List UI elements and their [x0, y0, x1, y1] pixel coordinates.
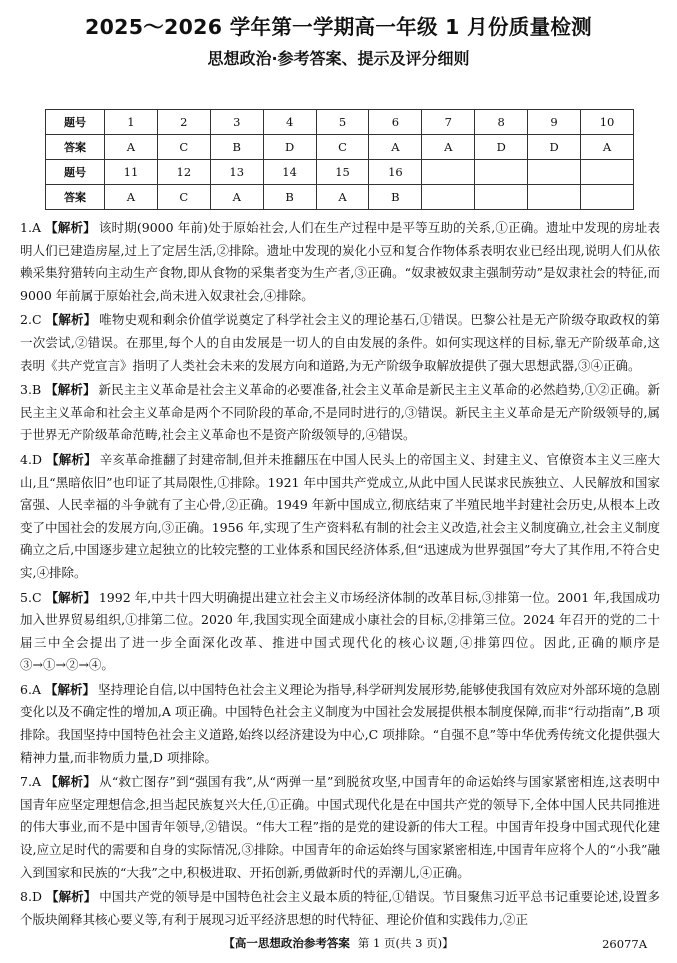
explanation-text: 辛亥革命推翻了封建帝制,但并未推翻压在中国人民头上的帝国主义、封建主义、官僚资本主义三座大山,且“黑暗依旧”也印证了其局限性,①排除。1921 年中国共产党成立,从此中国人民谋求民族独立、人民解放和国家富强、人民幸福的斗争就有了主心骨,②正确。1949 年新中国成立,彻底结束了半殖民地半封建社会历史,从根本上改变了中国社会的发展方向,③正确。1956 年,实现了生产资料私有制的社会主义改造,社会主义制度确立,社会主义制度确立之后,中国逐步建立起独立的比较完整的工业体系和国民经济体系,但“迅速成为世界强国”夸大了其作用,不符合史实,④排除。: [20, 451, 660, 580]
analysis-tag: 【解析】: [45, 312, 97, 328]
question-number: 8.: [20, 889, 32, 905]
table-cell: 7: [422, 110, 475, 135]
table-cell: D: [475, 135, 528, 160]
table-cell: [475, 160, 528, 185]
question-number: 3.: [20, 382, 32, 398]
explanation-item: [20, 379, 660, 447]
table-cell: 9: [528, 110, 581, 135]
answer-letter: D: [31, 451, 42, 467]
explanation-item: [20, 679, 660, 769]
question-number: 7.: [20, 774, 32, 790]
table-cell: 8: [475, 110, 528, 135]
table-cell: 10: [581, 110, 634, 135]
explanation-item: [20, 449, 660, 585]
table-cell: A: [105, 135, 158, 160]
table-cell: A: [369, 135, 422, 160]
table-cell: A: [210, 185, 263, 210]
footer-label: 【高一思想政治参考答案: [223, 936, 350, 950]
answer-letter: A: [31, 220, 41, 235]
table-cell: 15: [316, 160, 369, 185]
table-cell: 13: [210, 160, 263, 185]
explanation-item: [20, 217, 660, 307]
analysis-tag: 【解析】: [44, 774, 97, 790]
document-code: 26077A: [602, 937, 647, 951]
explanation-item: [20, 886, 660, 931]
question-number: 4.: [20, 451, 32, 467]
question-number: 6.: [20, 681, 32, 697]
document-title: 2025～2026 学年第一学期高一年级 1 月份质量检测: [85, 15, 592, 39]
table-cell: [422, 160, 475, 185]
answer-row: [46, 185, 634, 210]
explanation-text: 1992 年,中共十四大明确提出建立社会主义市场经济体制的改革目标,③排第一位。2001 年,我国成功加入世界贸易组织,①排第二位。2020 年,我国实现全面建成小康社会的目标,②排第三位。2024 年召开的党的二十届三中全会提出了进一步全面深化改革、推进中国式现代化的核心议题,④排第四位。因此,正确的顺序是③→①→②→④。: [20, 589, 660, 673]
answer-letter: A: [31, 774, 41, 790]
table-header-cell: 答案: [46, 135, 105, 160]
table-cell: 11: [105, 160, 158, 185]
answer-letter: C: [31, 589, 42, 605]
question-number: 1.: [20, 220, 32, 235]
table-cell: 12: [157, 160, 210, 185]
table-cell: [581, 160, 634, 185]
analysis-tag: 【解析】: [45, 382, 96, 398]
table-cell: C: [157, 185, 210, 210]
answer-letter: D: [31, 889, 42, 905]
analysis-tag: 【解析】: [45, 889, 97, 905]
table-cell: 3: [210, 110, 263, 135]
table-cell: 1: [105, 110, 158, 135]
question-number-row: [46, 160, 634, 185]
table-cell: B: [210, 135, 263, 160]
answer-row: [46, 135, 634, 160]
explanation-item: [20, 771, 660, 884]
page-footer: [0, 935, 677, 951]
answer-letter: A: [31, 681, 41, 697]
analysis-tag: 【解析】: [44, 681, 95, 697]
table-cell: [475, 185, 528, 210]
analysis-tag: 【解析】: [44, 220, 96, 235]
table-cell: B: [263, 185, 316, 210]
explanation-text: 该时期(9000 年前)处于原始社会,人们在生产过程中是平等互助的关系,①正确。遗址中发现的房址表明人们已建造房屋,过上了定居生活,②排除。遗址中发现的炭化小豆和复合作物体系表明农业已经出现,说明人们从依赖采集狩猎转向主动生产食物,即从食物的采集者变为生产者,③正确。“奴隶被奴隶主强制劳动”是奴隶社会的特征,而 9000 年前属于原始社会,尚未进入奴隶社会,④排除。: [20, 220, 660, 303]
analysis-tag: 【解析】: [45, 589, 96, 605]
table-cell: 5: [316, 110, 369, 135]
table-cell: A: [316, 185, 369, 210]
table-cell: D: [528, 135, 581, 160]
explanation-text: 坚持理论自信,以中国特色社会主义理论为指导,科学研判发展形势,能够使我国有效应对外部环境的急剧变化以及不确定性的增加,A 项正确。中国特色社会主义制度为中国社会发展提供根本制度保障,而非“行动指南”,B 项排除。我国坚持中国特色社会主义道路,始终以经济建设为中心,C 项排除。“自强不息”等中华优秀传统文化提供强大精神力量,而非物质力量,D 项排除。: [20, 681, 660, 765]
table-cell: [528, 160, 581, 185]
explanation-text: 新民主主义革命是社会主义革命的必要准备,社会主义革命是新民主主义革命的必然趋势,①②正确。新民主主义革命和社会主义革命是两个不同阶段的革命,不是同时进行的,③错误。新民主主义革命是无产阶级领导的,属于世界无产阶级革命范畴,社会主义革命也不是资产阶级领导的,④错误。: [20, 382, 660, 443]
answer-letter: C: [31, 312, 42, 328]
explanation-text: 唯物史观和剩余价值学说奠定了科学社会主义的理论基石,①错误。巴黎公社是无产阶级夺取政权的第一次尝试,②错误。在那里,每个人的自由发展是一切人的自由发展的条件。如何实现这样的目标,靠无产阶级革命,这表明《共产党宣言》指明了人类社会未来的发展方向和道路,为无产阶级争取解放提供了强大思想武器,③④正确。: [20, 312, 660, 373]
question-number-row: [46, 110, 634, 135]
answer-table: [45, 109, 634, 210]
table-cell: D: [263, 135, 316, 160]
question-number: 5.: [20, 589, 32, 605]
table-cell: B: [369, 185, 422, 210]
table-cell: [581, 185, 634, 210]
table-cell: A: [422, 135, 475, 160]
explanation-text: 中国共产党的领导是中国特色社会主义最本质的特征,①错误。节目聚焦习近平总书记重要论述,设置多个版块阐释其核心要义等,有利于展现习近平经济思想的时代特征、理论价值和实践伟力,②正: [20, 889, 660, 927]
explanation-item: [20, 587, 660, 677]
table-header-cell: 答案: [46, 185, 105, 210]
table-cell: 4: [263, 110, 316, 135]
table-cell: 16: [369, 160, 422, 185]
table-cell: A: [581, 135, 634, 160]
table-cell: 14: [263, 160, 316, 185]
table-header-cell: 题号: [46, 160, 105, 185]
answer-letter: B: [31, 382, 42, 398]
question-number: 2.: [20, 312, 32, 328]
table-header-cell: 题号: [46, 110, 105, 135]
table-cell: [422, 185, 475, 210]
table-cell: C: [316, 135, 369, 160]
explanations: [20, 217, 660, 933]
table-cell: C: [157, 135, 210, 160]
table-cell: 2: [157, 110, 210, 135]
document-subtitle: 思想政治·参考答案、提示及评分细则: [207, 49, 470, 68]
table-cell: 6: [369, 110, 422, 135]
table-cell: [528, 185, 581, 210]
explanation-text: 从“救亡图存”到“强国有我”,从“两弹一星”到脱贫攻坚,中国青年的命运始终与国家紧密相连,这表明中国青年应坚定理想信念,担当起民族复兴大任,①正确。中国式现代化是在中国共产党的领导下,全体中国人民共同推进的伟大事业,而不是中国青年领导,②错误。“伟大工程”指的是党的建设新的伟大工程。中国青年投身中国式现代化建设,应立足时代的需要和自身的实际情况,③排除。中国青年的命运始终与国家紧密相连,中国青年应将个人的“小我”融入到国家和民族的“大我”之中,积极进取、开拓创新,勇做新时代的弄潮儿,④正确。: [20, 774, 660, 880]
table-cell: A: [105, 185, 158, 210]
footer-page: 第 1 页(共 3 页)】: [357, 936, 454, 950]
analysis-tag: 【解析】: [45, 451, 97, 467]
explanation-item: [20, 309, 660, 377]
